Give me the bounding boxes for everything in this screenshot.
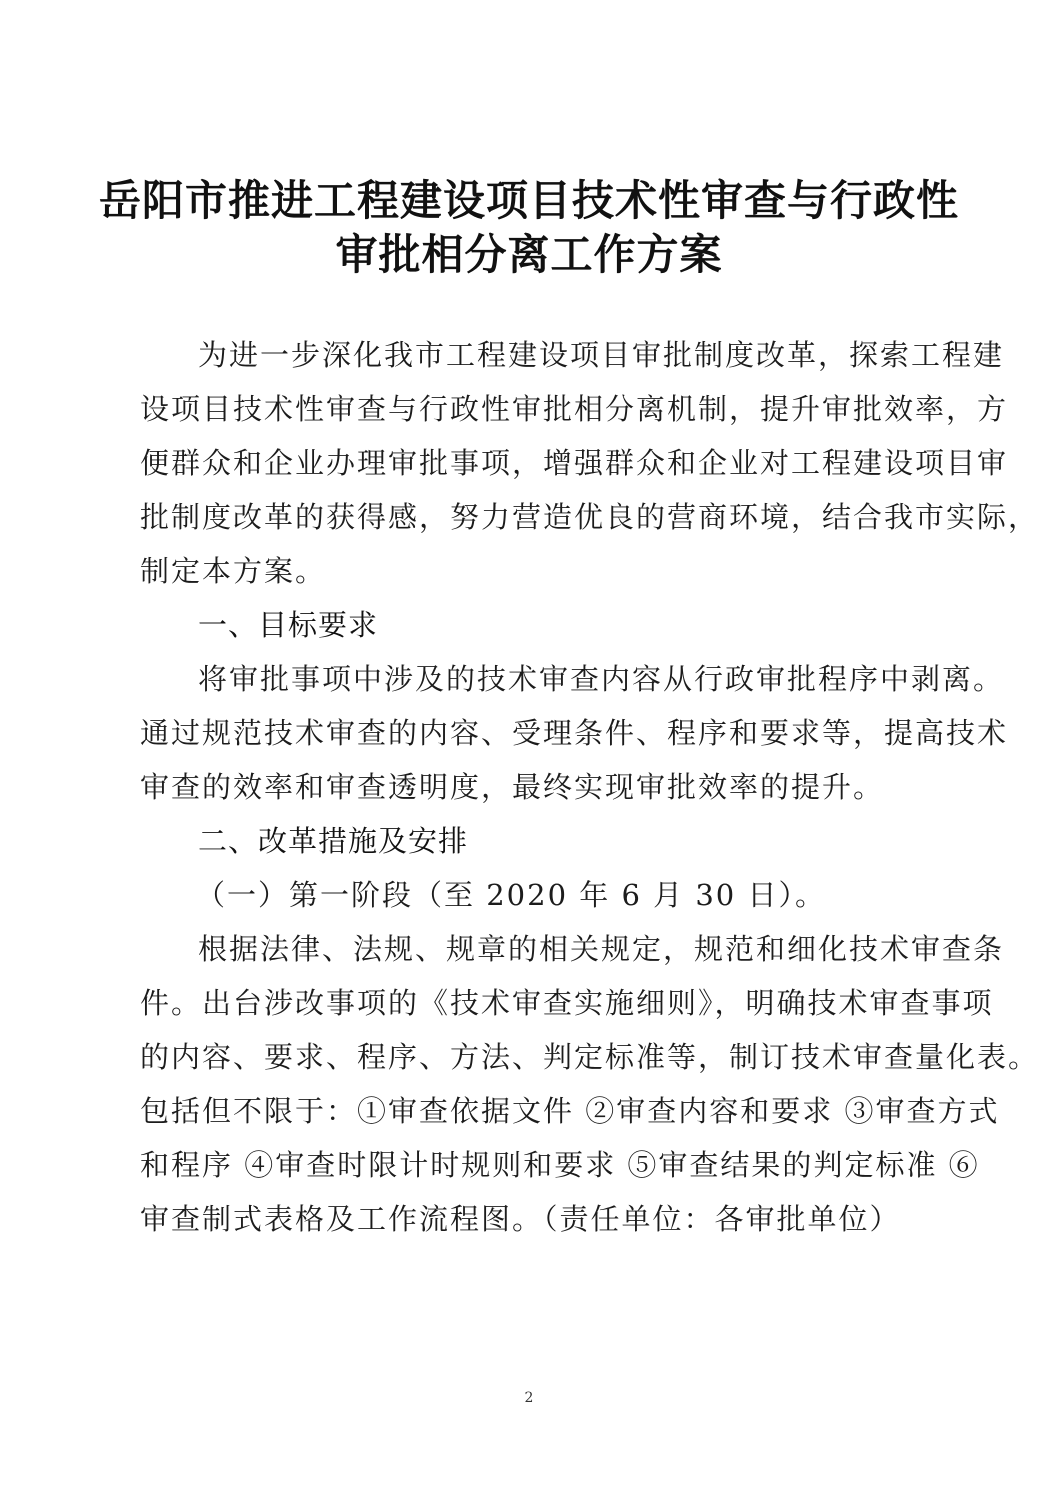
section-2-line-2: 件。出台涉改事项的《技术审查实施细则》，明确技术审查事项 xyxy=(140,986,994,1020)
section-1-line-2: 通过规范技术审查的内容、受理条件、程序和要求等，提高技术 xyxy=(140,716,1009,750)
section-1-line-1: 将审批事项中涉及的技术审查内容从行政审批程序中剥离。 xyxy=(198,662,1005,696)
intro-line-1: 为进一步深化我市工程建设项目审批制度改革，探索工程建 xyxy=(198,338,1005,372)
section-1-heading: 一、目标要求 xyxy=(198,608,379,642)
document-title-line-1: 岳阳市推进工程建设项目技术性审查与行政性 xyxy=(98,176,959,225)
section-2-line-6: 审查制式表格及工作流程图。（责任单位：各审批单位） xyxy=(140,1202,901,1236)
document-title-line-2: 审批相分离工作方案 xyxy=(335,230,723,279)
section-1-line-3: 审查的效率和审查透明度，最终实现审批效率的提升。 xyxy=(140,770,885,804)
stage-1-heading: （一）第一阶段（至 2020 年 6 月 30 日）。 xyxy=(196,878,826,912)
section-2-heading: 二、改革措施及安排 xyxy=(198,824,469,858)
section-2-line-5: 和程序 ④审查时限计时规则和要求 ⑤审查结果的判定标准 ⑥ xyxy=(140,1148,980,1182)
intro-line-2: 设项目技术性审查与行政性审批相分离机制，提升审批效率，方 xyxy=(140,392,1009,426)
page-number: 2 xyxy=(524,1390,534,1406)
section-2-line-1: 根据法律、法规、规章的相关规定，规范和细化技术审查条 xyxy=(198,932,1005,966)
section-2-line-3: 的内容、要求、程序、方法、判定标准等，制订技术审查量化表。 xyxy=(140,1040,1040,1074)
intro-line-3: 便群众和企业办理审批事项，增强群众和企业对工程建设项目审 xyxy=(140,446,1009,480)
section-2-line-4: 包括但不限于：①审查依据文件 ②审查内容和要求 ③审查方式 xyxy=(140,1094,1000,1128)
intro-line-5: 制定本方案。 xyxy=(140,554,327,588)
intro-line-4: 批制度改革的获得感，努力营造优良的营商环境，结合我市实际， xyxy=(140,500,1040,534)
